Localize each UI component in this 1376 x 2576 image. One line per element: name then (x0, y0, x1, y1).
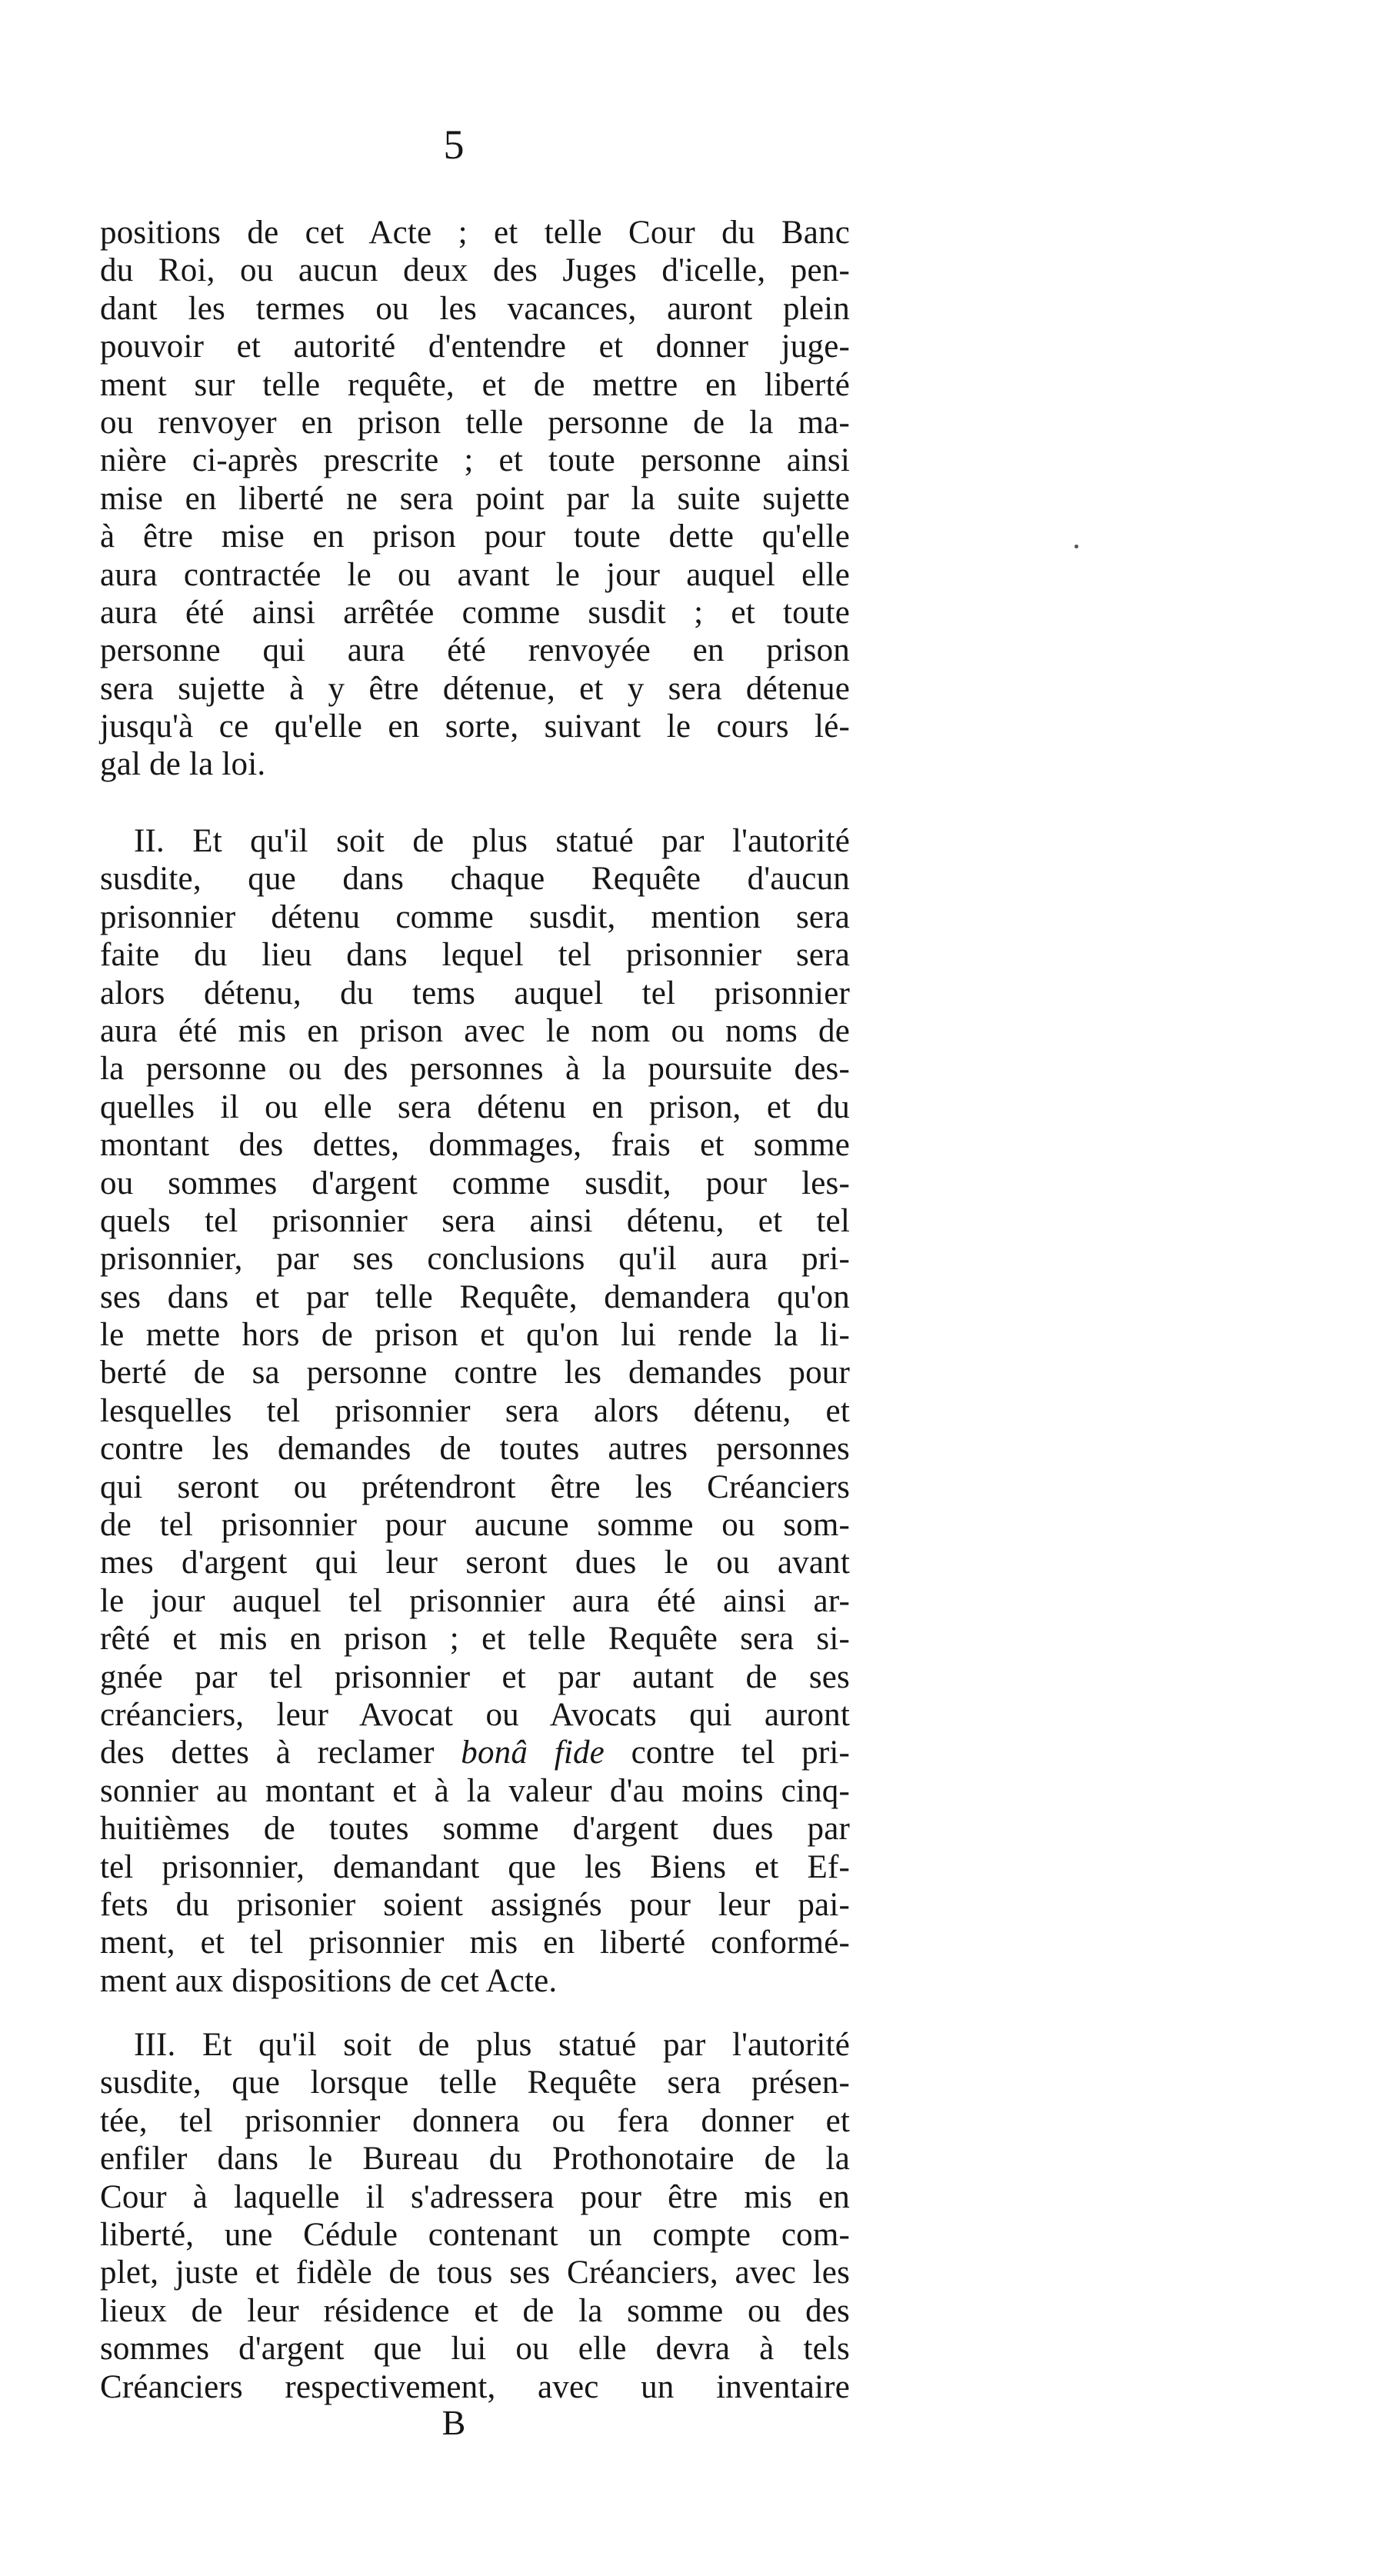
text-line: berté de sa personne contre les demandes pour (100, 1355, 850, 1391)
paragraph-continuation (100, 214, 850, 784)
text-line: fets du prisonier soient assignés pour leur pai- (100, 1886, 850, 1923)
text-line: liberté, une Cédule contenant un compte com- (100, 2216, 850, 2253)
text-line: ment sur telle requête, et de mettre en liberté (100, 366, 850, 403)
text-line: tel prisonnier, demandant que les Biens et Ef- (100, 1848, 850, 1885)
text-line: ou renvoyer en prison telle personne de la ma- (100, 404, 850, 441)
text-line: tée, tel prisonnier donnera ou fera donner et (100, 2102, 850, 2139)
text-line: faite du lieu dans lequel tel prisonnier sera (100, 937, 850, 974)
signature-mark: B (441, 2403, 466, 2442)
text-line: aura contractée le ou avant le jour auquel elle (100, 556, 850, 593)
text-line: prisonnier détenu comme susdit, mention sera (100, 898, 850, 935)
text-line: créanciers, leur Avocat ou Avocats qui auront (100, 1696, 850, 1733)
text-line: sera sujette à y être détenue, et y sera détenue (100, 670, 850, 707)
text-line: sonnier au montant et à la valeur d'au moins cinq- (100, 1772, 850, 1809)
text-line: gal de la loi. (100, 746, 266, 783)
text-line: Cour à laquelle il s'adressera pour être mis en (100, 2178, 850, 2215)
text-line: Créanciers respectivement, avec un inventaire (100, 2368, 850, 2405)
text-line: prisonnier, par ses conclusions qu'il aura pri- (100, 1241, 850, 1278)
text-line: quelles il ou elle sera détenu en prison, et du (100, 1088, 850, 1125)
text-line: ment, et tel prisonnier mis en liberté conformé- (100, 1925, 850, 1961)
text-line: aura été mis en prison avec le nom ou noms de (100, 1012, 850, 1049)
text-line: contre les demandes de toutes autres personnes (100, 1431, 850, 1468)
text-line: susdite, que dans chaque Requête d'aucun (100, 861, 850, 898)
text-line: aura été ainsi arrêtée comme susdit ; et toute (100, 594, 850, 631)
text-line: positions de cet Acte ; et telle Cour du Banc (100, 215, 850, 251)
text-line: pouvoir et autorité d'entendre et donner juge- (100, 328, 850, 365)
margin-speck (1074, 545, 1078, 548)
text-line: dant les termes ou les vacances, auront plein (100, 290, 850, 327)
text-line: mise en liberté ne sera point par la suite sujette (100, 480, 850, 517)
text-line: lesquelles tel prisonnier sera alors détenu, et (100, 1392, 850, 1429)
latin-phrase: bonâ fide (461, 1735, 605, 1771)
text-line: II. Et qu'il soit de plus statué par l'autorité (134, 823, 850, 859)
text-line: montant des dettes, dommages, frais et somme (100, 1127, 850, 1164)
text-line: ou sommes d'argent comme susdit, pour les- (100, 1165, 850, 1201)
text-line: III. Et qu'il soit de plus statué par l'autorité (134, 2027, 850, 2063)
text-line: personne qui aura été renvoyée en prison (100, 632, 850, 669)
paragraph-section-ii (100, 822, 850, 2000)
text-line: rêté et mis en prison ; et telle Requête sera si- (100, 1621, 850, 1658)
text-line: alors détenu, du tems auquel tel prisonnier (100, 975, 850, 1011)
text-line: quels tel prisonnier sera ainsi détenu, et tel (100, 1202, 850, 1239)
text-line: gnée par tel prisonnier et par autant de ses (100, 1658, 850, 1695)
text-line: enfiler dans le Bureau du Prothonotaire de la (100, 2141, 850, 2178)
text-line: sommes d'argent que lui ou elle devra à tels (100, 2331, 850, 2368)
text-line: ses dans et par telle Requête, demandera qu'on (100, 1278, 850, 1315)
text-line: le jour auquel tel prisonnier aura été ainsi ar- (100, 1582, 850, 1619)
paragraph-section-iii (100, 2026, 850, 2406)
text-line: du Roi, ou aucun deux des Juges d'icelle, pen- (100, 252, 850, 289)
text-line: des dettes à reclamer bonâ fide contre tel pri- (100, 1735, 851, 1771)
text-line: qui seront ou prétendront être les Créanciers (100, 1468, 850, 1505)
text-line: nière ci-après prescrite ; et toute personne ainsi (100, 442, 850, 479)
text-line: le mette hors de prison et qu'on lui rende la li- (100, 1317, 850, 1354)
text-line: ment aux dispositions de cet Acte. (100, 1962, 558, 1999)
text-line: susdite, que lorsque telle Requête sera présen- (100, 2064, 850, 2101)
text-line: à être mise en prison pour toute dette qu'elle (100, 518, 850, 555)
text-line: la personne ou des personnes à la poursuite des- (100, 1051, 850, 1088)
text-line: de tel prisonnier pour aucune somme ou som- (100, 1507, 850, 1544)
text-line: jusqu'à ce qu'elle en sorte, suivant le cours lé- (100, 708, 850, 745)
text-line: lieux de leur résidence et de la somme ou des (100, 2292, 850, 2329)
text-line: mes d'argent qui leur seront dues le ou avant (100, 1545, 850, 1581)
text-line: plet, juste et fidèle de tous ses Créanciers, avec les (100, 2254, 850, 2291)
page-number: 5 (443, 122, 465, 168)
text-line: huitièmes de toutes somme d'argent dues par (100, 1811, 850, 1848)
